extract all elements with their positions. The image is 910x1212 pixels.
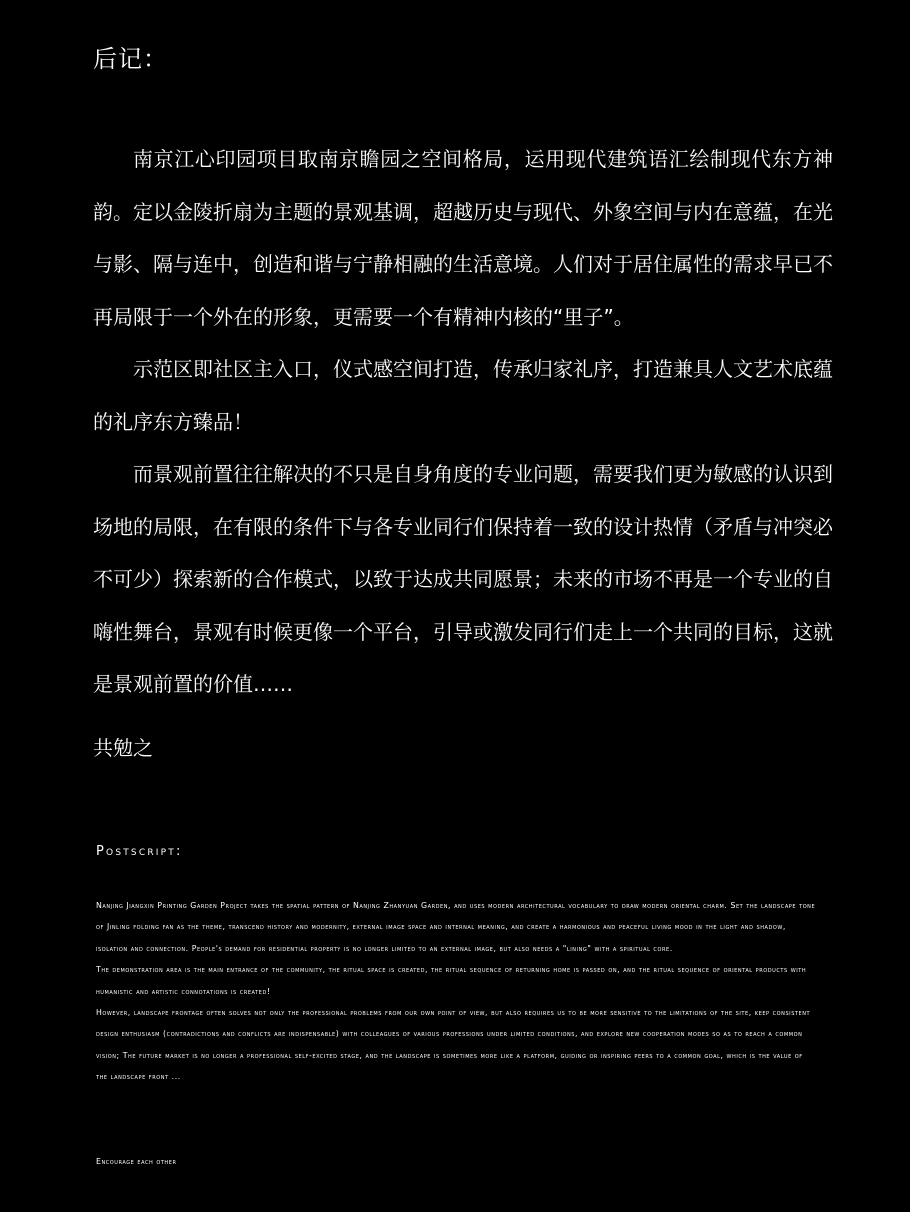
english-paragraph-2: The demonstration area is the main entrance of the community, the ritual space is created, the ritual sequence of returning home is passed on, and the ritual sequence of oriental products with humanistic and artistic connotations is created! [96,965,807,996]
chinese-title: 后记： [93,45,168,73]
chinese-body [93,133,833,711]
english-paragraph-1: Nanjing Jiangxin Printing Garden Project takes the spatial pattern of Nanjing Zhanyuan Garden, and uses modern architectural vocabulary to draw modern oriental charm. Set the landscape tone of Jinling folding fan as the theme, transcend history and modernity, external image space and internal meaning, and create a harmonious and peaceful living mood in the light and shadow, isolation and connection. People's demand for residential property is no longer limited to an external image, but also needs a "lining" with a spiritual core. [96,901,816,953]
english-paragraph-3: However, landscape frontage often solves not only the professional problems from our own point of view, but also requires us to be more sensitive to the limitations of the site, keep consistent design enthusiasm (contradictions and conflicts are indispensable) with colleagues of various professions under limited conditions, and explore new cooperation modes so as to reach a common vision; The future market is no longer a professional self-excited stage, and the landscape is sometimes more like a platform, guiding or inspiring peers to a common goal, which is the value of the landscape front ... [96,1008,811,1082]
english-title: Postscript: [96,844,183,859]
chinese-paragraph-1: 南京江心印园项目取南京瞻园之空间格局，运用现代建筑语汇绘制现代东方神韵。定以金陵折扇为主题的景观基调，超越历史与现代、外象空间与内在意蕴，在光与影、隔与连中，创造和谐与宁静相融的生活意境。人们对于居住属性的需求早已不再局限于一个外在的形象，更需要一个有精神内核的“里子”。 [93,147,833,329]
chinese-paragraph-2: 示范区即社区主入口，仪式感空间打造，传承归家礼序，打造兼具人文艺术底蕴的礼序东方臻品！ [93,357,833,434]
chinese-paragraph-3: 而景观前置往往解决的不只是自身角度的专业问题，需要我们更为敏感的认识到场地的局限，在有限的条件下与各专业同行们保持着一致的设计热情（矛盾与冲突必不可少）探索新的合作模式，以致于达成共同愿景；未来的市场不再是一个专业的自嗨性舞台，景观有时候更像一个平台，引导或激发同行们走上一个共同的目标，这就是景观前置的价值…… [93,462,833,696]
chinese-signoff: 共勉之 [93,736,153,760]
english-signoff: Encourage each other [96,1157,177,1166]
english-body [96,895,816,1088]
